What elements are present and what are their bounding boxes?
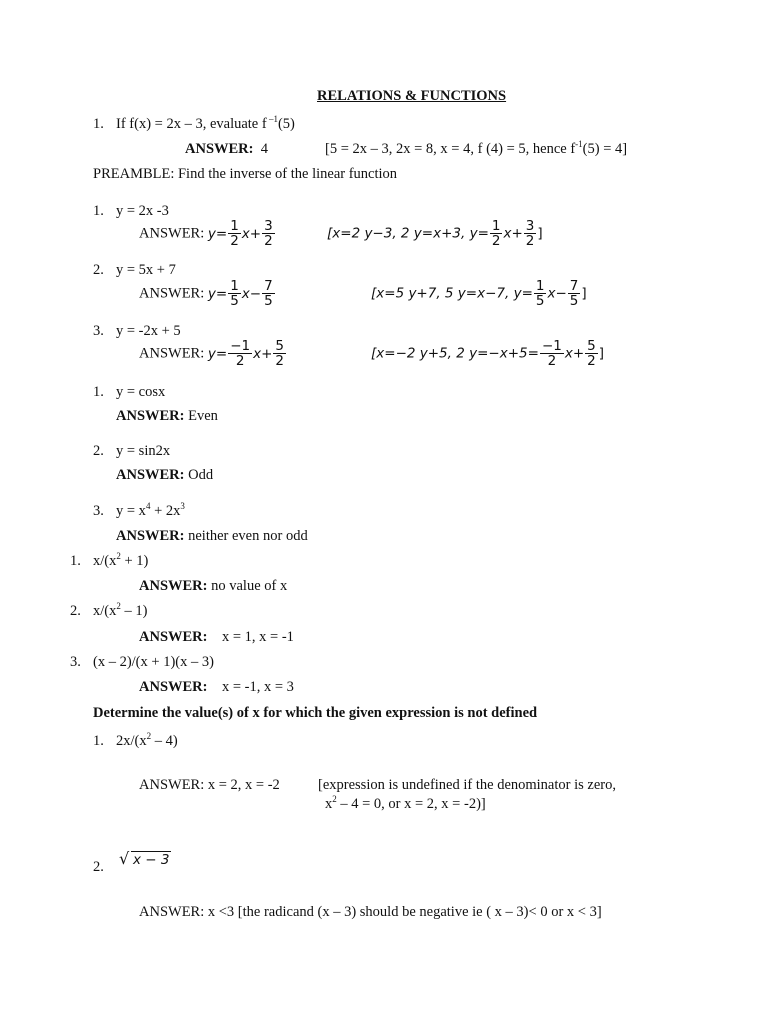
parity-3-number: 3. (93, 503, 104, 519)
undef-2-number: 2. (70, 603, 81, 619)
sqrt-icon: √ (119, 849, 130, 868)
q1-number: 1. (93, 116, 104, 132)
preamble: PREAMBLE: Find the inverse of the linear function (93, 166, 398, 182)
inverse-3-working: [x=−2 y+5, 2 y=−x+5= $\frac{-1}{2}$ x+ $\frac{5}{2}$ ] (371, 338, 605, 370)
parity-2-question: y = sin2x (116, 443, 171, 459)
det-1-explanation-cont: $x^2 - 4 = 0$, or x = 2, x = -2)] (325, 794, 486, 812)
q1-explanation: [5 = 2x – 3, 2x = 8, x = 4, f (4) = 5, hence $f^{-1}(5) = 4$] (325, 139, 628, 157)
section-heading: Determine the value(s) of x for which the given expression is not defined (93, 705, 538, 721)
det-2-answer: ANSWER: x <3 [the radicand (x – 3) should be negative ie ( x – 3)< 0 or x < 3] (139, 904, 602, 920)
page-title: RELATIONS & FUNCTIONS (317, 88, 507, 104)
det-1-number: 1. (93, 733, 104, 749)
det-1-explanation: [expression is undefined if the denominator is zero, (318, 777, 616, 793)
det-2-number: 2. (93, 859, 104, 875)
det-2-expression: √ x − 3 (119, 849, 170, 868)
undef-2-question: $x/(x^2 - 1)$ (93, 601, 148, 619)
inverse-2-answer: ANSWER: y= $\frac{1}{5}$ x− $\frac{7}{5}$ (139, 278, 273, 310)
parity-3-question: $y = x^4 + 2x^3$ (116, 501, 185, 519)
inverse-1-answer: ANSWER: y= $\frac{1}{2}$ x+ $\frac{3}{2}$ (139, 218, 273, 250)
parity-3-answer: ANSWER: neither even nor odd (116, 528, 308, 544)
parity-1-answer: ANSWER: Even (116, 408, 218, 424)
det-1-answer: ANSWER: x = 2, x = -2 (139, 777, 280, 793)
inverse-3-question: y = -2x + 5 (116, 323, 181, 339)
undef-3-question: (x – 2)/(x + 1)(x – 3) (93, 654, 214, 670)
inverse-2-question: y = 5x + 7 (116, 262, 176, 278)
inverse-2-working: [x=5 y+7, 5 y=x−7, y= $\frac{1}{5}$ x− $\frac{7}{5}$ ] (371, 278, 587, 310)
undef-3-number: 3. (70, 654, 81, 670)
q1-answer: ANSWER: 4 (185, 141, 268, 157)
undef-1-answer: ANSWER: no value of x (139, 578, 288, 594)
undef-1-question: $x/(x^2 + 1)$ (93, 551, 149, 569)
q1-question: If f(x) = 2x – 3, evaluate f $^{-1}$(5) (116, 114, 295, 132)
parity-2-answer: ANSWER: Odd (116, 467, 214, 483)
inverse-2-number: 2. (93, 262, 104, 278)
parity-1-question: y = cosx (116, 384, 166, 400)
parity-2-number: 2. (93, 443, 104, 459)
inverse-1-question: y = 2x -3 (116, 203, 169, 219)
inverse-1-number: 1. (93, 203, 104, 219)
undef-3-answer: ANSWER: x = -1, x = 3 (139, 679, 294, 695)
undef-2-answer: ANSWER: x = 1, x = -1 (139, 629, 294, 645)
parity-1-number: 1. (93, 384, 104, 400)
inverse-1-working: [x=2 y−3, 2 y=x+3, y= $\frac{1}{2}$ x+ $\frac{3}{2}$ ] (327, 218, 543, 250)
undef-1-number: 1. (70, 553, 81, 569)
inverse-3-answer: ANSWER: y= $\frac{-1}{2}$ x+ $\frac{5}{2}$ (139, 338, 284, 370)
det-1-question: $2x/(x^2 - 4)$ (116, 731, 178, 749)
inverse-3-number: 3. (93, 323, 104, 339)
